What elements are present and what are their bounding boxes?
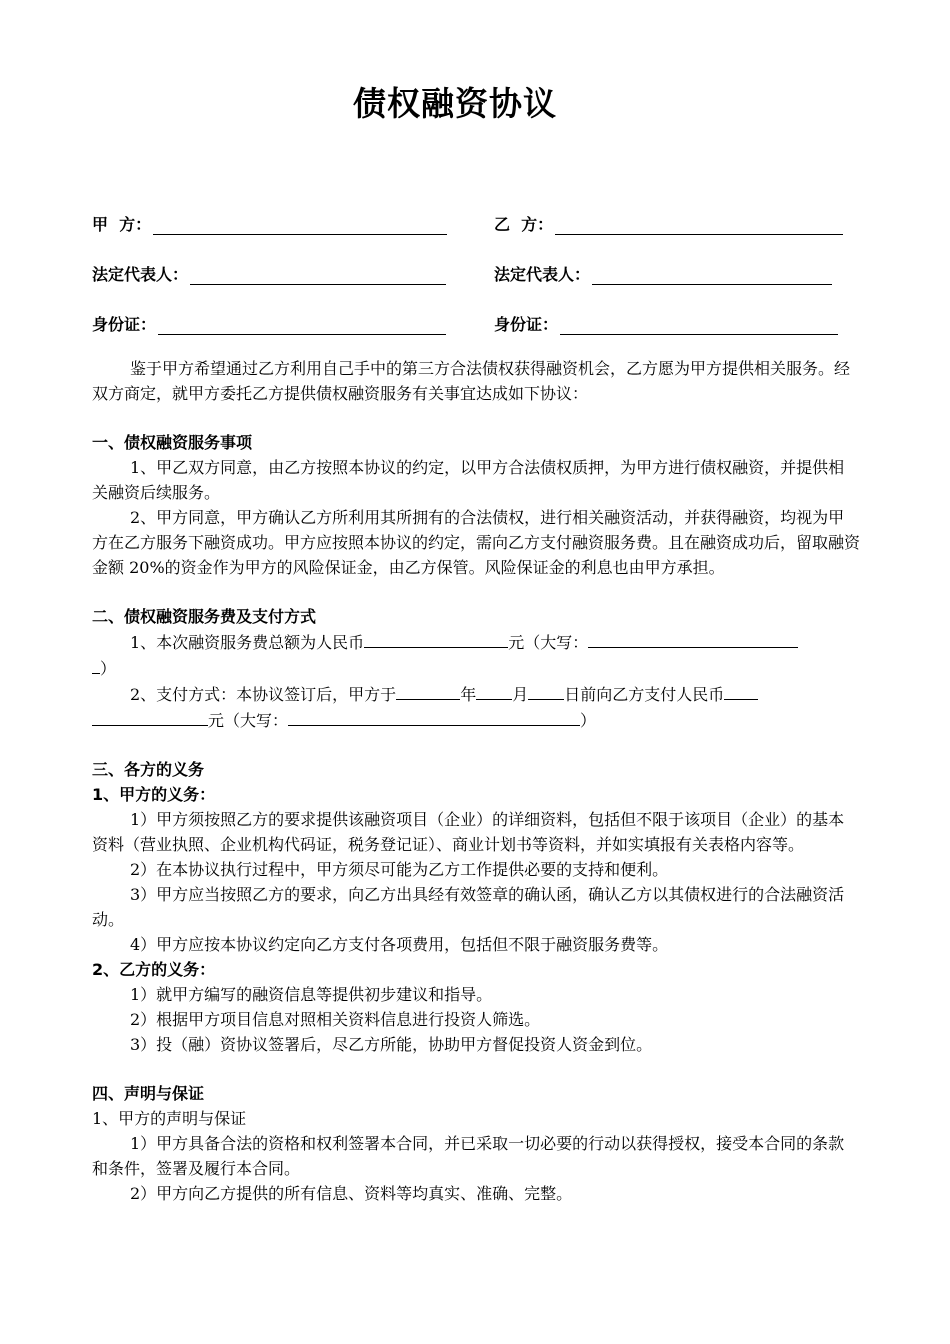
section-4-heading: 四、声明与保证 [92, 1084, 205, 1103]
document-title: 债权融资协议 [353, 84, 557, 123]
section-1-heading: 一、债权融资服务事项 [92, 433, 253, 452]
party-a-label: 甲 方： [92, 215, 152, 234]
party-b-blank[interactable] [555, 216, 843, 235]
party-b-field [494, 212, 843, 235]
preamble: 鉴于甲方希望通过乙方利用自己手中的第三方合法债权获得融资机会，乙方愿为甲方提供相关服务。经双方商定，就甲方委托乙方提供债权融资服务有关事宜达成如下协议： [92, 359, 851, 403]
legal-rep-b-blank[interactable] [592, 266, 832, 285]
party-row-names [92, 212, 852, 236]
section-2-clause-1 [92, 629, 860, 681]
payment-amount-blank[interactable] [724, 681, 758, 700]
id-a-blank[interactable] [158, 316, 446, 335]
party-b-label: 乙 方： [494, 215, 554, 234]
payment-month-label: 月 [512, 685, 529, 704]
section-3-heading: 三、各方的义务 [92, 760, 205, 779]
agreement-body [92, 356, 860, 1206]
party-a-obligation-1: 1）甲方须按照乙方的要求提供该融资项目（企业）的详细资料，包括但不限于该项目（企业）的基本资料（营业执照、企业机构代码证，税务登记证）、商业计划书等资料，并如实填报有关表格内容等。 [92, 810, 845, 854]
party-b-obligation-2: 2）根据甲方项目信息对照相关资料信息进行投资人筛选。 [130, 1010, 541, 1029]
fee-text: 1、本次融资服务费总额为人民币 [130, 633, 365, 652]
party-a-declarations-heading: 1、甲方的声明与保证 [92, 1109, 247, 1128]
party-b-obligation-3: 3）投（融）资协议签署后，尽乙方所能，协助甲方督促投资人资金到位。 [130, 1035, 653, 1054]
party-a-declaration-1: 1）甲方具备合法的资格和权利签署本合同，并已采取一切必要的行动以获得授权，接受本合同的条款和条件，签署及履行本合同。 [92, 1134, 845, 1178]
party-b-obligations-heading: 2、乙方的义务： [92, 960, 216, 979]
payment-amount-blank-cont[interactable] [92, 707, 208, 726]
legal-rep-a-label: 法定代表人： [92, 265, 189, 284]
party-a-obligation-3: 3）甲方应当按照乙方的要求，向乙方出具经有效签章的确认函，确认乙方以其债权进行的合法融资活动。 [92, 885, 845, 929]
payment-text-2: 日前向乙方支付人民币 [564, 685, 725, 704]
party-a-obligation-4: 4）甲方应按本协议约定向乙方支付各项费用，包括但不限于融资服务费等。 [130, 935, 669, 954]
section-1-clause-2: 2、甲方同意，甲方确认乙方所利用其所拥有的合法债权，进行相关融资活动，并获得融资，均视为甲方在乙方服务下融资成功。甲方应按照本协议的约定，需向乙方支付融资服务费。且在融资成功后，留取融资金额 20%的资金作为甲方的风险保证金，由乙方保管。风险保证金的利息也由甲方承担。 [92, 508, 861, 577]
payment-text: 2、支付方式：本协议签订后，甲方于 [130, 685, 397, 704]
legal-rep-a-blank[interactable] [190, 266, 446, 285]
party-a-obligation-2: 2）在本协议执行过程中，甲方须尽可能为乙方工作提供必要的支持和便利。 [130, 860, 669, 879]
party-row-id [92, 312, 852, 336]
id-a-label: 身份证： [92, 315, 157, 334]
party-row-legal-rep [92, 262, 852, 286]
legal-rep-b-field [494, 262, 832, 285]
legal-rep-b-label: 法定代表人： [494, 265, 591, 284]
payment-close: ） [580, 711, 597, 730]
section-2-heading: 二、债权融资服务费及支付方式 [92, 607, 317, 626]
payment-caps-label: 元（大写： [208, 711, 289, 730]
fee-caps-blank[interactable] [588, 629, 798, 648]
party-a-obligations-heading: 1、甲方的义务： [92, 785, 216, 804]
id-a-field [92, 312, 446, 335]
section-1-clause-1: 1、甲乙双方同意，由乙方按照本协议的约定，以甲方合法债权质押，为甲方进行债权融资，并提供相关融资后续服务。 [92, 458, 845, 502]
legal-rep-a-field [92, 262, 446, 285]
fee-caps-label: 元（大写： [508, 633, 589, 652]
payment-year-blank[interactable] [396, 681, 460, 700]
party-b-obligation-1: 1）就甲方编写的融资信息等提供初步建议和指导。 [130, 985, 493, 1004]
fee-amount-blank[interactable] [364, 629, 508, 648]
id-b-label: 身份证： [494, 315, 559, 334]
id-b-blank[interactable] [560, 316, 838, 335]
fee-close: ） [100, 659, 117, 678]
section-2-clause-2 [92, 681, 860, 733]
payment-month-blank[interactable] [476, 681, 512, 700]
payment-year-label: 年 [460, 685, 477, 704]
payment-day-blank[interactable] [528, 681, 564, 700]
fee-caps-blank-cont [92, 655, 100, 674]
payment-caps-blank[interactable] [288, 707, 580, 726]
id-b-field [494, 312, 838, 335]
party-a-declaration-2: 2）甲方向乙方提供的所有信息、资料等均真实、准确、完整。 [130, 1184, 573, 1203]
party-a-field [92, 212, 447, 235]
party-a-blank[interactable] [153, 216, 447, 235]
